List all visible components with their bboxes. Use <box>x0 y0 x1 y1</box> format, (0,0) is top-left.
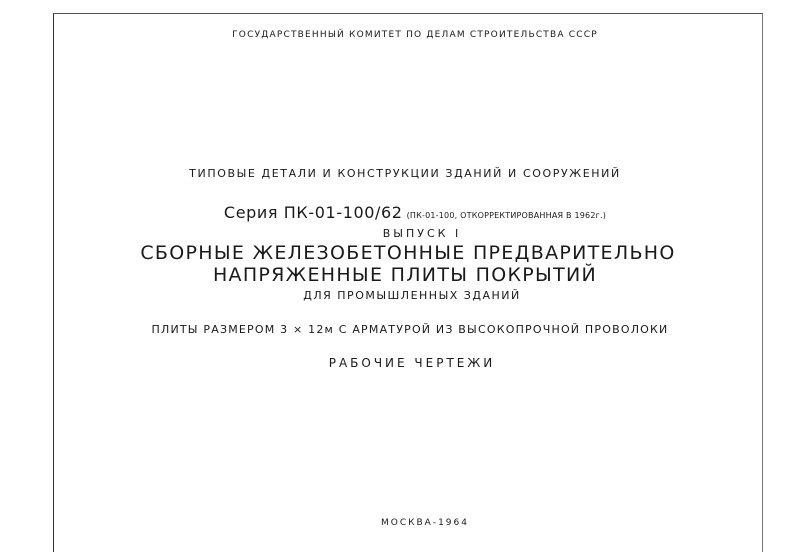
place-and-year: МОСКВА-1964 <box>380 518 469 528</box>
series-line <box>15 203 800 222</box>
committee-heading: ГОСУДАРСТВЕННЫЙ КОМИТЕТ ПО ДЕЛАМ СТРОИТЕЛЬСТВА СССР <box>232 30 598 40</box>
document-title-line-2: НАПРЯЖЕННЫЕ ПЛИТЫ ПОКРЫТИЙ <box>212 264 598 286</box>
series-note: (ПК-01-100, ОТКОРРЕКТИРОВАННАЯ В 1962г.) <box>406 211 607 220</box>
drawings-label: РАБОЧИЕ ЧЕРТЕЖИ <box>328 356 496 370</box>
document-subtitle: ДЛЯ ПРОМЫШЛЕННЫХ ЗДАНИЙ <box>303 289 521 302</box>
collection-heading: ТИПОВЫЕ ДЕТАЛИ И КОНСТРУКЦИИ ЗДАНИЙ И СООРУЖЕНИЙ <box>189 167 621 180</box>
plates-description: ПЛИТЫ РАЗМЕРОМ 3 × 12м С АРМАТУРОЙ ИЗ ВЫСОКОПРОЧНОЙ ПРОВОЛОКИ <box>151 323 669 336</box>
series-number: Серия ПК-01-100/62 <box>223 203 403 222</box>
document-title-line-1: СБОРНЫЕ ЖЕЛЕЗОБЕТОННЫЕ ПРЕДВАРИТЕЛЬНО <box>140 242 676 264</box>
issue-number: ВЫПУСК I <box>382 227 462 240</box>
